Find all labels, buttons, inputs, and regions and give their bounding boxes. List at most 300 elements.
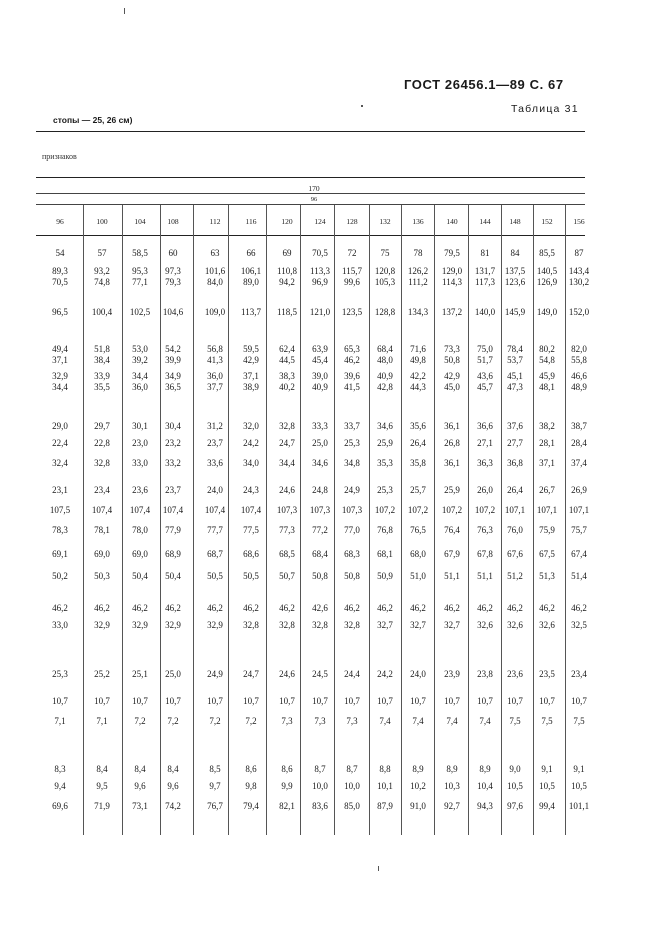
table-cell: 77,5 — [243, 525, 259, 535]
table-cell: 26,9 — [571, 485, 587, 495]
table-cell: 94,3 — [477, 801, 493, 811]
table-cell: 10,7 — [539, 696, 555, 706]
table-cell: 39,6 — [344, 371, 360, 381]
table-cell: 137,2 — [441, 307, 463, 317]
table-cell: 24,6 — [279, 669, 295, 679]
table-cell: 8,4 — [167, 764, 179, 774]
table-cell: 38,3 — [279, 371, 295, 381]
table-cell: 63,9 — [312, 344, 328, 354]
table-cell: 68,9 — [165, 549, 181, 559]
table-cell: 7,5 — [509, 716, 521, 726]
table-cell: 9,1 — [541, 764, 553, 774]
table-cell: 29,7 — [94, 421, 110, 431]
table-cell: 70,5 — [312, 248, 328, 258]
table-cell: 46,2 — [344, 603, 360, 613]
table-cell: 36,5 — [165, 382, 181, 392]
table-cell: 33,7 — [344, 421, 360, 431]
table-cell: 9,0 — [509, 764, 521, 774]
table-cell: 10,7 — [344, 696, 360, 706]
table-cell: 46,2 — [279, 603, 295, 613]
column-header: 108 — [167, 217, 179, 226]
table-cell: 7,3 — [314, 716, 326, 726]
table-cell: 78 — [413, 248, 423, 258]
table-cell: 42,9 — [444, 371, 460, 381]
table-cell: 9,5 — [96, 781, 108, 791]
table-cell: 96,5 — [52, 307, 68, 317]
table-cell: 24,7 — [279, 438, 295, 448]
table-cell: 23,6 — [132, 485, 148, 495]
table-cell: 67,4 — [571, 549, 587, 559]
table-cell: 46,2 — [207, 603, 223, 613]
table-cell: 44,3 — [410, 382, 426, 392]
table-cell: 82,0 — [571, 344, 587, 354]
table-cell: 10,2 — [410, 781, 426, 791]
table-cell: 36,3 — [477, 458, 493, 468]
table-cell: 36,1 — [444, 421, 460, 431]
table-cell: 36,6 — [477, 421, 493, 431]
table-cell: 104,6 — [162, 307, 184, 317]
column-header: 152 — [541, 217, 553, 226]
table-cell: 129,0 — [441, 266, 463, 276]
column-divider — [228, 205, 229, 835]
table-cell: 45,7 — [477, 382, 493, 392]
rule-header-bottom — [36, 235, 585, 236]
table-cell: 68,7 — [207, 549, 223, 559]
table-cell: 8,3 — [54, 764, 66, 774]
rule-header-2 — [36, 204, 585, 205]
table-cell: 25,0 — [165, 669, 181, 679]
table-cell: 50,9 — [377, 571, 393, 581]
table-cell: 23,7 — [165, 485, 181, 495]
table-cell: 8,6 — [281, 764, 293, 774]
table-cell: 74,2 — [165, 801, 181, 811]
table-cell: 79,3 — [165, 277, 181, 287]
scan-mark — [378, 866, 379, 871]
table-cell: 117,3 — [475, 277, 495, 287]
table-cell: 50,8 — [312, 571, 328, 581]
column-header: 100 — [96, 217, 108, 226]
table-cell: 73,1 — [132, 801, 148, 811]
table-cell: 10,5 — [571, 781, 587, 791]
table-cell: 10,7 — [444, 696, 460, 706]
table-cell: 31,2 — [207, 421, 223, 431]
table-cell: 46,2 — [52, 603, 68, 613]
table-cell: 39,9 — [165, 355, 181, 365]
table-cell: 123,5 — [341, 307, 363, 317]
table-cell: 33,2 — [165, 458, 181, 468]
table-cell: 51,3 — [539, 571, 555, 581]
table-cell: 46,2 — [410, 603, 426, 613]
column-divider — [300, 205, 301, 835]
table-cell: 101,1 — [568, 801, 590, 811]
table-cell: 69,0 — [132, 549, 148, 559]
table-cell: 85,0 — [344, 801, 360, 811]
table-cell: 32,9 — [94, 620, 110, 630]
table-cell: 50,3 — [94, 571, 110, 581]
table-cell: 10,7 — [52, 696, 68, 706]
table-cell: 48,1 — [539, 382, 555, 392]
table-cell: 46,2 — [444, 603, 460, 613]
table-cell: 106,1 — [240, 266, 262, 276]
table-cell: 110,8 — [277, 266, 297, 276]
table-cell: 9,9 — [281, 781, 293, 791]
table-cell: 25,9 — [444, 485, 460, 495]
table-cell: 75,9 — [539, 525, 555, 535]
table-cell: 54,8 — [539, 355, 555, 365]
table-cell: 128,8 — [374, 307, 396, 317]
column-header: 144 — [479, 217, 491, 226]
table-cell: 32,9 — [165, 620, 181, 630]
table-cell: 51,1 — [477, 571, 493, 581]
table-cell: 89,3 — [52, 266, 68, 276]
table-cell: 78,1 — [94, 525, 110, 535]
table-cell: 23,7 — [207, 438, 223, 448]
table-cell: 67,5 — [539, 549, 555, 559]
table-cell: 10,7 — [507, 696, 523, 706]
table-label: Таблица 31 — [511, 103, 579, 115]
table-cell: 32,9 — [132, 620, 148, 630]
table-cell: 107,2 — [474, 505, 496, 515]
table-cell: 40,2 — [279, 382, 295, 392]
table-cell: 78,4 — [507, 344, 523, 354]
table-cell: 76,7 — [207, 801, 223, 811]
column-divider — [533, 205, 534, 835]
table-cell: 35,5 — [94, 382, 110, 392]
table-cell: 8,8 — [379, 764, 391, 774]
table-cell: 50,8 — [444, 355, 460, 365]
table-cell: 26,4 — [507, 485, 523, 495]
table-cell: 30,1 — [132, 421, 148, 431]
table-cell: 67,8 — [477, 549, 493, 559]
table-cell: 24,3 — [243, 485, 259, 495]
table-cell: 23,9 — [444, 669, 460, 679]
table-cell: 69,6 — [52, 801, 68, 811]
table-cell: 38,7 — [571, 421, 587, 431]
table-cell: 107,1 — [568, 505, 590, 515]
column-header: 132 — [379, 217, 391, 226]
table-cell: 74,8 — [94, 277, 110, 287]
table-cell: 36,0 — [207, 371, 223, 381]
table-cell: 8,9 — [479, 764, 491, 774]
table-cell: 9,4 — [54, 781, 66, 791]
table-cell: 70,5 — [52, 277, 68, 287]
table-cell: 93,2 — [94, 266, 110, 276]
table-cell: 95,3 — [132, 266, 148, 276]
column-header: 120 — [281, 217, 293, 226]
table-cell: 51,7 — [477, 355, 493, 365]
table-cell: 123,6 — [504, 277, 526, 287]
table-cell: 7,2 — [134, 716, 146, 726]
column-divider — [266, 205, 267, 835]
table-cell: 68,0 — [410, 549, 426, 559]
table-cell: 29,0 — [52, 421, 68, 431]
table-cell: 67,6 — [507, 549, 523, 559]
table-cell: 32,8 — [279, 421, 295, 431]
table-cell: 8,9 — [412, 764, 424, 774]
table-cell: 33,6 — [207, 458, 223, 468]
table-cell: 118,5 — [277, 307, 297, 317]
table-cell: 36,8 — [507, 458, 523, 468]
table-cell: 24,9 — [207, 669, 223, 679]
table-cell: 7,3 — [281, 716, 293, 726]
table-cell: 32,7 — [410, 620, 426, 630]
table-cell: 34,8 — [344, 458, 360, 468]
table-cell: 45,9 — [539, 371, 555, 381]
table-cell: 8,4 — [134, 764, 146, 774]
table-cell: 9,6 — [134, 781, 146, 791]
table-cell: 60 — [168, 248, 178, 258]
table-cell: 92,7 — [444, 801, 460, 811]
table-cell: 37,4 — [571, 458, 587, 468]
table-cell: 79,4 — [243, 801, 259, 811]
table-cell: 143,4 — [568, 266, 590, 276]
table-cell: 107,1 — [536, 505, 558, 515]
table-cell: 97,3 — [165, 266, 181, 276]
table-cell: 22,8 — [94, 438, 110, 448]
table-cell: 69,0 — [94, 549, 110, 559]
table-cell: 27,1 — [477, 438, 493, 448]
table-cell: 35,6 — [410, 421, 426, 431]
table-cell: 78,0 — [132, 525, 148, 535]
table-cell: 140,0 — [474, 307, 496, 317]
table-cell: 76,8 — [377, 525, 393, 535]
table-cell: 10,1 — [377, 781, 393, 791]
group-mid-label: 96 — [310, 196, 318, 203]
table-cell: 24,6 — [279, 485, 295, 495]
table-cell: 32,6 — [539, 620, 555, 630]
table-cell: 10,7 — [312, 696, 328, 706]
table-cell: 34,6 — [312, 458, 328, 468]
feature-caption: признаков — [42, 152, 77, 161]
table-cell: 32,8 — [243, 620, 259, 630]
table-cell: 37,1 — [539, 458, 555, 468]
table-cell: 109,0 — [204, 307, 226, 317]
table-cell: 50,2 — [52, 571, 68, 581]
table-cell: 39,0 — [312, 371, 328, 381]
column-header: 136 — [412, 217, 424, 226]
table-cell: 89,0 — [243, 277, 259, 287]
table-cell: 62,4 — [279, 344, 295, 354]
table-cell: 26,7 — [539, 485, 555, 495]
table-cell: 51,0 — [410, 571, 426, 581]
table-cell: 23,4 — [571, 669, 587, 679]
table-cell: 25,3 — [377, 485, 393, 495]
table-cell: 27,7 — [507, 438, 523, 448]
table-cell: 46,2 — [571, 603, 587, 613]
table-cell: 120,8 — [374, 266, 396, 276]
table-cell: 46,2 — [165, 603, 181, 613]
table-cell: 72 — [347, 248, 357, 258]
table-cell: 36,1 — [444, 458, 460, 468]
table-cell: 34,4 — [52, 382, 68, 392]
table-cell: 105,3 — [374, 277, 396, 287]
table-cell: 57 — [97, 248, 107, 258]
table-cell: 107,2 — [441, 505, 463, 515]
table-cell: 77,7 — [207, 525, 223, 535]
table-cell: 7,2 — [245, 716, 257, 726]
table-cell: 25,9 — [377, 438, 393, 448]
table-cell: 24,9 — [344, 485, 360, 495]
table-cell: 23,1 — [52, 485, 68, 495]
table-caption: стопы — 25, 26 см) — [53, 115, 133, 125]
table-cell: 55,8 — [571, 355, 587, 365]
table-cell: 23,4 — [94, 485, 110, 495]
table-cell: 25,3 — [344, 438, 360, 448]
table-cell: 24,0 — [410, 669, 426, 679]
table-cell: 7,2 — [167, 716, 179, 726]
scan-mark — [361, 105, 363, 107]
table-cell: 10,7 — [94, 696, 110, 706]
table-cell: 54 — [55, 248, 65, 258]
table-cell: 80,2 — [539, 344, 555, 354]
table-cell: 91,0 — [410, 801, 426, 811]
table-cell: 35,3 — [377, 458, 393, 468]
table-cell: 7,5 — [541, 716, 553, 726]
table-cell: 99,6 — [344, 277, 360, 287]
table-cell: 66 — [246, 248, 256, 258]
table-cell: 77,3 — [279, 525, 295, 535]
column-header: 156 — [573, 217, 585, 226]
table-cell: 8,6 — [245, 764, 257, 774]
table-cell: 32,6 — [507, 620, 523, 630]
table-cell: 10,3 — [444, 781, 460, 791]
table-cell: 58,5 — [132, 248, 148, 258]
table-cell: 68,5 — [279, 549, 295, 559]
table-cell: 68,6 — [243, 549, 259, 559]
table-cell: 9,1 — [573, 764, 585, 774]
table-cell: 26,8 — [444, 438, 460, 448]
table-cell: 49,4 — [52, 344, 68, 354]
table-cell: 76,3 — [477, 525, 493, 535]
table-cell: 53,0 — [132, 344, 148, 354]
table-cell: 32,8 — [94, 458, 110, 468]
table-cell: 46,2 — [94, 603, 110, 613]
table-cell: 32,5 — [571, 620, 587, 630]
column-divider — [565, 205, 566, 835]
table-cell: 8,5 — [209, 764, 221, 774]
table-cell: 140,5 — [536, 266, 558, 276]
table-cell: 84 — [510, 248, 520, 258]
table-cell: 10,7 — [243, 696, 259, 706]
table-cell: 32,7 — [444, 620, 460, 630]
table-cell: 68,1 — [377, 549, 393, 559]
table-cell: 113,7 — [241, 307, 261, 317]
column-header: 112 — [209, 217, 221, 226]
table-cell: 75,0 — [477, 344, 493, 354]
column-divider — [193, 205, 194, 835]
table-cell: 51,2 — [507, 571, 523, 581]
table-cell: 75 — [380, 248, 390, 258]
table-cell: 23,6 — [507, 669, 523, 679]
table-cell: 77,0 — [344, 525, 360, 535]
table-cell: 23,2 — [165, 438, 181, 448]
table-cell: 34,4 — [132, 371, 148, 381]
table-cell: 50,4 — [132, 571, 148, 581]
table-cell: 65,3 — [344, 344, 360, 354]
column-divider — [334, 205, 335, 835]
table-cell: 37,1 — [243, 371, 259, 381]
table-cell: 10,0 — [312, 781, 328, 791]
column-divider — [501, 205, 502, 835]
table-cell: 32,9 — [207, 620, 223, 630]
table-cell: 23,8 — [477, 669, 493, 679]
table-cell: 45,1 — [507, 371, 523, 381]
table-cell: 22,4 — [52, 438, 68, 448]
table-cell: 131,7 — [474, 266, 496, 276]
table-cell: 97,6 — [507, 801, 523, 811]
table-cell: 32,7 — [377, 620, 393, 630]
table-cell: 32,6 — [477, 620, 493, 630]
table-cell: 107,2 — [374, 505, 396, 515]
table-cell: 39,2 — [132, 355, 148, 365]
table-cell: 7,1 — [96, 716, 108, 726]
table-cell: 35,8 — [410, 458, 426, 468]
table-cell: 53,7 — [507, 355, 523, 365]
table-cell: 79,5 — [444, 248, 460, 258]
column-header: 96 — [56, 217, 64, 226]
table-cell: 10,7 — [279, 696, 295, 706]
table-cell: 25,1 — [132, 669, 148, 679]
table-cell: 25,0 — [312, 438, 328, 448]
table-cell: 87,9 — [377, 801, 393, 811]
table-cell: 126,9 — [536, 277, 558, 287]
table-cell: 10,4 — [477, 781, 493, 791]
table-cell: 10,7 — [377, 696, 393, 706]
column-header: 148 — [509, 217, 521, 226]
page-title: ГОСТ 26456.1—89 С. 67 — [404, 77, 564, 92]
table-cell: 130,2 — [568, 277, 590, 287]
table-cell: 56,8 — [207, 344, 223, 354]
table-cell: 48,9 — [571, 382, 587, 392]
table-cell: 83,6 — [312, 801, 328, 811]
rule-top — [36, 131, 585, 132]
scan-mark — [124, 8, 125, 14]
table-cell: 51,1 — [444, 571, 460, 581]
table-cell: 44,5 — [279, 355, 295, 365]
table-cell: 23,0 — [132, 438, 148, 448]
table-cell: 137,5 — [504, 266, 526, 276]
table-cell: 102,5 — [129, 307, 151, 317]
table-cell: 107,4 — [240, 505, 262, 515]
table-cell: 46,2 — [344, 355, 360, 365]
table-cell: 71,6 — [410, 344, 426, 354]
table-cell: 50,5 — [243, 571, 259, 581]
column-header: 124 — [314, 217, 326, 226]
table-cell: 24,2 — [243, 438, 259, 448]
table-cell: 10,7 — [571, 696, 587, 706]
table-cell: 152,0 — [568, 307, 590, 317]
table-cell: 107,3 — [309, 505, 331, 515]
table-cell: 76,5 — [410, 525, 426, 535]
column-divider — [369, 205, 370, 835]
table-cell: 107,5 — [49, 505, 71, 515]
table-cell: 42,2 — [410, 371, 426, 381]
column-header: 140 — [446, 217, 458, 226]
table-cell: 45,0 — [444, 382, 460, 392]
table-cell: 107,2 — [407, 505, 429, 515]
table-cell: 10,7 — [410, 696, 426, 706]
table-cell: 7,4 — [446, 716, 458, 726]
table-cell: 10,7 — [477, 696, 493, 706]
table-cell: 149,0 — [536, 307, 558, 317]
table-cell: 45,4 — [312, 355, 328, 365]
table-cell: 24,5 — [312, 669, 328, 679]
table-cell: 38,2 — [539, 421, 555, 431]
table-cell: 8,9 — [446, 764, 458, 774]
table-cell: 34,6 — [377, 421, 393, 431]
table-cell: 50,4 — [165, 571, 181, 581]
rule-header-top — [36, 177, 585, 178]
